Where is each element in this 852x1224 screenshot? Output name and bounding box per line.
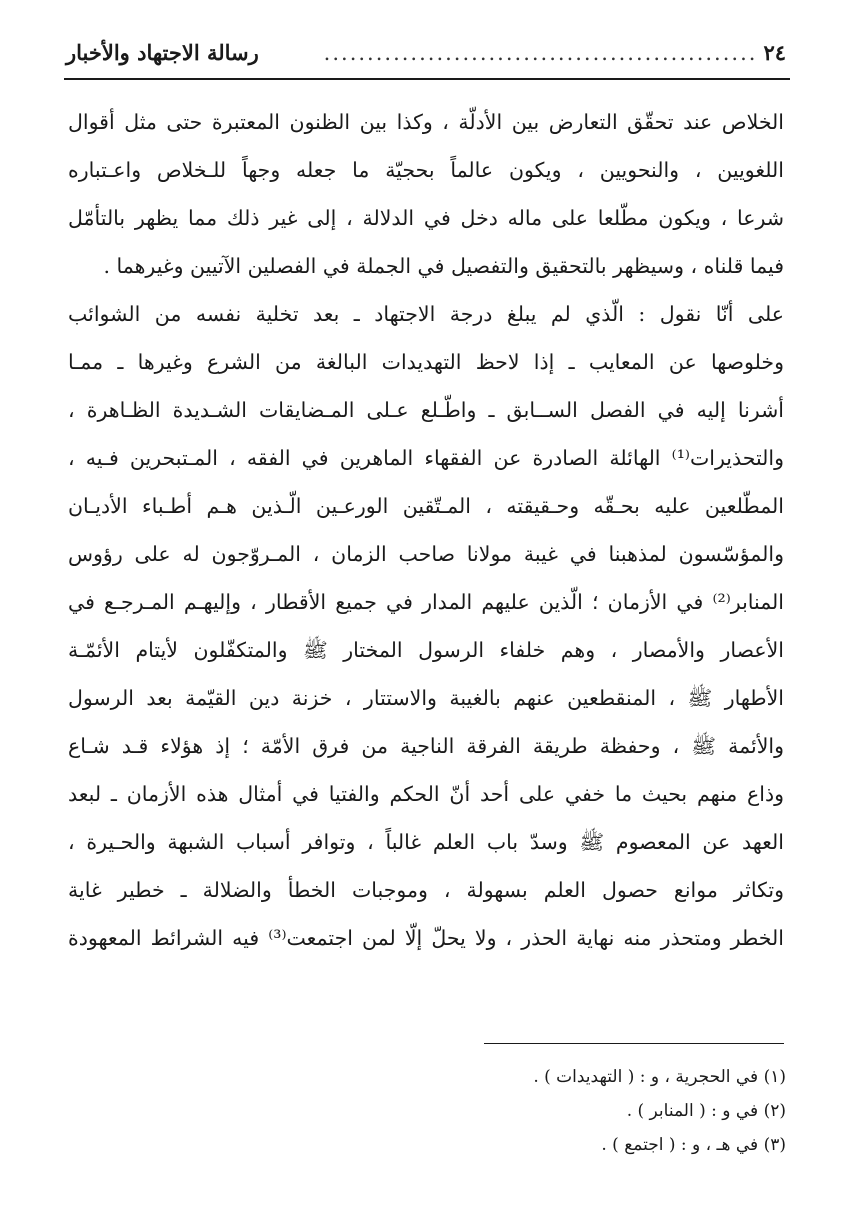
header-rule — [64, 78, 790, 80]
body-line: المنابر⁽²⁾ في الأزمان ؛ الّذين عليهم المدار في جميع الأقطار ، وإليهـم المـرجـع في — [68, 590, 784, 614]
body-line: والتحذيرات⁽¹⁾ الهائلة الصادرة عن الفقهاء الماهرين في الفقه ، المـتبحرين فـيه ، — [68, 446, 784, 470]
body-line: وذاع منهم بحيث ما خفي على أحد أنّ الحكم والفتيا في أمثال هذه الأزمان ـ لبعد — [68, 782, 784, 806]
body-line: اللغويين ، والنحويين ، ويكون عالماً بحجيّة ما جعله وجهاً للـخلاص واعـتباره — [68, 158, 784, 182]
body-line: والمؤسّسون لمذهبنا في غيبة مولانا صاحب الزمان ، المـروّجون له على رؤوس — [68, 542, 784, 566]
body-line: وخلوصها عن المعايب ـ إذا لاحظ التهديدات البالغة من الشرع وغيرها ـ ممـا — [68, 350, 784, 374]
footnotes — [300, 1060, 786, 1162]
footnote-rule — [484, 1043, 784, 1044]
body-line: شرعا ، ويكون مطّلعا على ماله دخل في الدلالة ، إلى غير ذلك مما يظهر بالتأمّل — [68, 206, 784, 230]
body-line: فيما قلناه ، وسيظهر بالتحقيق والتفصيل في الجملة في الفصلين الآتيين وغيرهما . — [103, 254, 784, 278]
header-leader-dots: .................................................. — [323, 41, 758, 65]
body-line: الأطهار ﷺ ، المنقطعين عنهم بالغيبة والاستتار ، خزنة دين القيّمة بعد الرسول — [68, 686, 784, 710]
body-text — [68, 98, 784, 962]
body-line: والأئمة ﷺ ، وحفظة طريقة الفرقة الناجية من فرق الأمّة ؛ إذ هؤلاء قـد شـاع — [68, 734, 784, 758]
body-line: العهد عن المعصوم ﷺ وسدّ باب العلم غالباً ، وتوافر أسباب الشبهة والحـيرة ، — [68, 830, 784, 854]
body-line: الخطر ومتحذر منه نهاية الحذر ، ولا يحلّ إلّا لمن اجتمعت⁽³⁾ فيه الشرائط المعهودة — [68, 926, 784, 950]
body-line: وتكاثر موانع حصول العلم بسهولة ، وموجبات الخطأ والضلالة ـ خطير غاية — [68, 878, 784, 902]
body-line: الخلاص عند تحقّق التعارض بين الأدلّة ، وكذا بين الظنون المعتبرة حتى مثل أقوال — [68, 110, 784, 134]
footnote: (٢) في و : ( المنابر ) . — [626, 1101, 786, 1121]
running-title: رسالة الاجتهاد والأخبار — [66, 40, 259, 65]
body-line: أشرنا إليه في الفصل الســابق ـ واطّـلع عـلى المـضايقات الشـديدة الظـاهرة ، — [68, 398, 784, 422]
page-number: ٢٤ — [763, 40, 786, 65]
body-line: الأعصار والأمصار ، وهم خلفاء الرسول المختار ﷺ والمتكفّلون لأيتام الأئمّـة — [68, 638, 784, 662]
running-header — [66, 40, 786, 70]
footnote: (١) في الحجرية ، و : ( التهديدات ) . — [533, 1067, 786, 1087]
footnote: (٣) في هـ ، و : ( اجتمع ) . — [601, 1135, 786, 1155]
body-line: على أنّا نقول : الّذي لم يبلغ درجة الاجتهاد ـ بعد تخلية نفسه من الشوائب — [68, 302, 784, 326]
body-line: المطّلعين عليه بحـقّه وحـقيقته ، المـتّقين الورعـين الّـذين هـم أطـباء الأديـان — [68, 494, 784, 518]
